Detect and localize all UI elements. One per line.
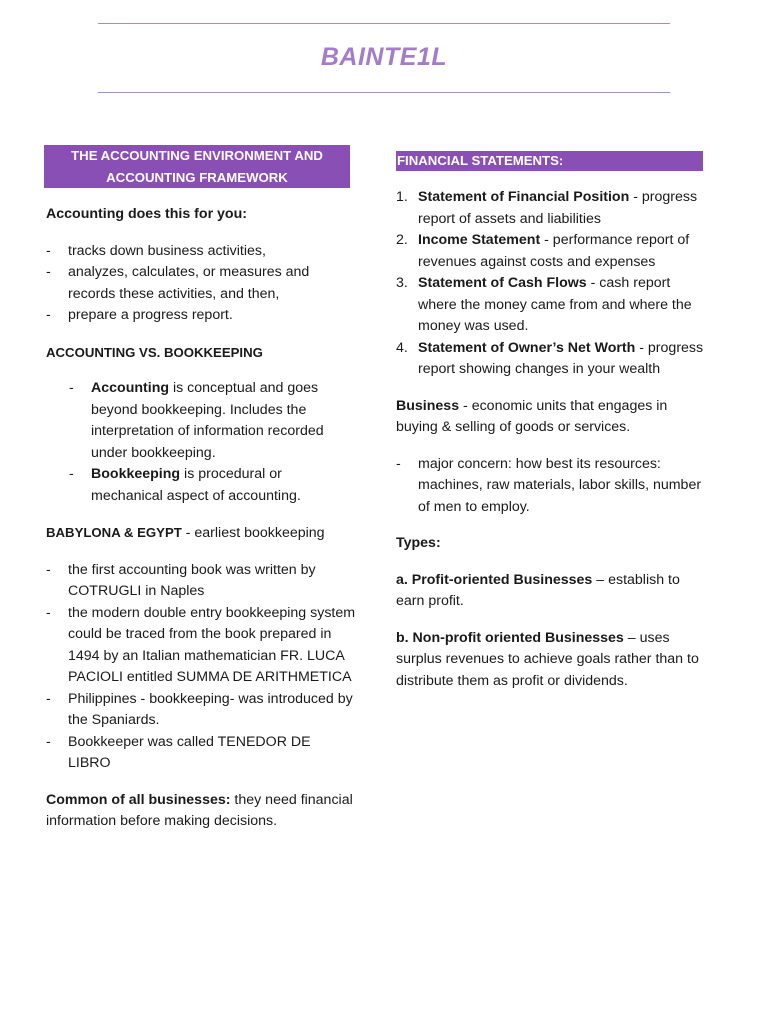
definition: – establish to earn profit. — [396, 571, 680, 609]
definition: - cash report where the money came from and where the money was used. — [418, 275, 692, 334]
list-item — [396, 273, 706, 338]
list-number: 2. — [396, 232, 408, 248]
definition: they need financial information before making decisions. — [46, 791, 353, 829]
list-number: 3. — [396, 275, 408, 291]
term: Statement of Financial Position — [418, 189, 630, 205]
history-list — [46, 560, 356, 775]
type-non-profit-oriented — [396, 628, 706, 693]
common-businesses-paragraph — [46, 790, 356, 833]
list-item: - Philippines - bookkeeping- was introduced by the Spaniards. — [46, 689, 356, 732]
babylon-egypt-line — [46, 522, 356, 545]
term: Business — [396, 397, 460, 414]
business-definition — [396, 396, 706, 439]
term: Statement of Cash Flows — [418, 275, 587, 291]
list-item — [46, 378, 356, 464]
definition: - earliest bookkeeping — [181, 525, 325, 541]
definition: - economic units that engages in buying & selling of goods or services. — [396, 397, 668, 435]
definition: is conceptual and goes beyond bookkeeping. Includes the interpretation of information recorded under bookkeeping. — [91, 380, 324, 461]
term: Accounting — [91, 380, 170, 396]
list-item: - analyzes, calculates, or measures and records these activities, and then, — [46, 262, 356, 305]
types-heading: Types: — [396, 535, 441, 551]
list-item — [396, 230, 706, 273]
business-concern-list — [396, 454, 706, 519]
type-profit-oriented — [396, 570, 706, 613]
header-top-rule — [98, 23, 670, 24]
term: Statement of Owner’s Net Worth — [418, 339, 636, 356]
accounting-vs-bookkeeping-list — [46, 378, 356, 507]
list-item: - the first accounting book was written by COTRUGLI in Naples — [46, 560, 356, 603]
definition: - performance report of revenues against costs and expenses — [418, 232, 690, 270]
term-prefix: b — [396, 629, 405, 646]
list-item: - prepare a progress report. — [46, 305, 356, 327]
term: a. Profit-oriented Businesses — [396, 571, 593, 588]
list-item: - the modern double entry bookkeeping system could be traced from the book prepared in 1494 by an Italian mathematician FR. LUCA PACIOLI entitled SUMMA DE ARITHMETICA — [46, 603, 356, 689]
header-bottom-rule — [98, 92, 670, 93]
definition: - progress report of assets and liabilities — [418, 189, 698, 227]
list-item — [396, 338, 706, 381]
list-item: - tracks down business activities, — [46, 241, 356, 263]
definition: is procedural or mechanical aspect of accounting. — [91, 466, 301, 504]
term: Income Statement — [418, 232, 541, 248]
list-number: 1. — [396, 189, 408, 205]
right-column — [396, 151, 706, 692]
list-item — [396, 187, 706, 230]
list-item: - major concern: how best its resources: machines, raw materials, labor skills, number of men to employ. — [396, 454, 706, 519]
list-item: - Bookkeeper was called TENEDOR DE LIBRO — [46, 732, 356, 775]
accounting-intro-list — [46, 241, 356, 327]
term: Bookkeeping — [91, 466, 181, 482]
financial-statements-list — [396, 187, 706, 381]
term: BABYLONA & EGYPT — [46, 525, 182, 540]
section-banner-financial-statements: FINANCIAL STATEMENTS: — [396, 151, 703, 171]
accounting-intro-heading: Accounting does this for you: — [46, 206, 247, 222]
definition: – uses surplus revenues to achieve goals rather than to distribute them as profit or dividends. — [396, 629, 699, 689]
section-banner-accounting-environment: THE ACCOUNTING ENVIRONMENT AND ACCOUNTING FRAMEWORK — [44, 145, 350, 188]
list-item — [46, 464, 356, 507]
term: Common of all businesses: — [46, 791, 231, 808]
definition: - progress report showing changes in your wealth — [418, 339, 704, 377]
page-title: BAINTE1L — [320, 43, 448, 71]
left-column — [46, 145, 356, 833]
list-number: 4. — [396, 339, 408, 356]
accounting-vs-bookkeeping-heading: ACCOUNTING VS. BOOKKEEPING — [46, 344, 263, 360]
term: . Non-profit oriented Businesses — [404, 629, 624, 646]
